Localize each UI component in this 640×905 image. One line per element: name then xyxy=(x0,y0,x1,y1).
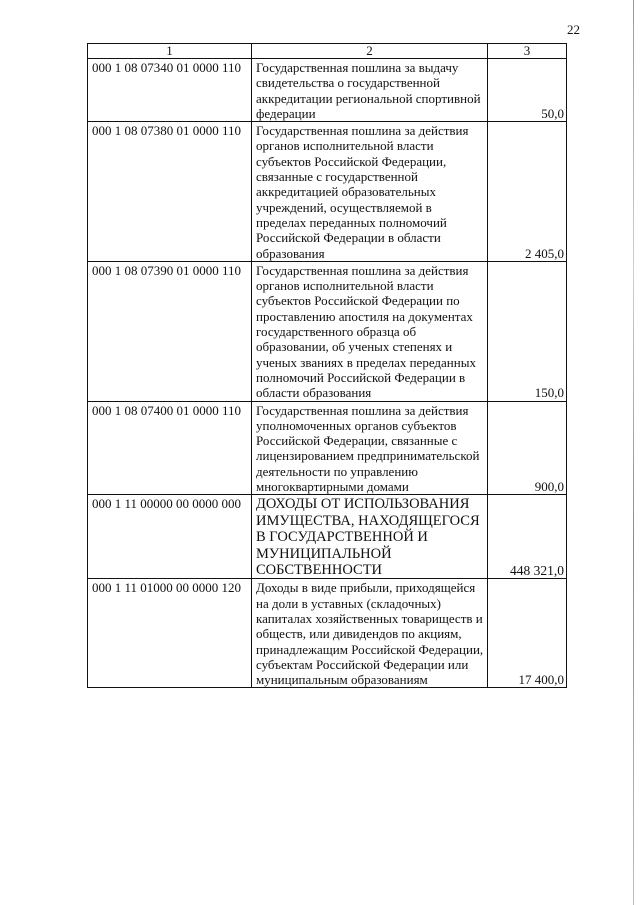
revenue-amount: 150,0 xyxy=(488,261,567,401)
column-header-3: 3 xyxy=(488,44,567,59)
revenue-description: Государственная пошлина за действия уполномоченных органов субъектов Российской Федерации, связанные с лицензированием предпринимательской деятельности по управлению многоквартирными домами xyxy=(252,401,488,495)
revenue-amount: 448 321,0 xyxy=(488,495,567,579)
revenue-section-title: ДОХОДЫ ОТ ИСПОЛЬЗОВАНИЯ ИМУЩЕСТВА, НАХОДЯЩЕГОСЯ В ГОСУДАРСТВЕННОЙ И МУНИЦИПАЛЬНОЙ СОБСТВЕННОСТИ xyxy=(252,495,488,579)
classification-code: 000 1 11 00000 00 0000 000 xyxy=(88,495,252,579)
revenue-description: Государственная пошлина за действия органов исполнительной власти субъектов Российской Федерации по проставлению апостиля на документах государственного образца об образовании, об ученых степенях и ученых званиях в пределах переданных полномочий Российской Федерации в области образования xyxy=(252,261,488,401)
revenue-amount: 900,0 xyxy=(488,401,567,495)
classification-code: 000 1 08 07390 01 0000 110 xyxy=(88,261,252,401)
revenue-table xyxy=(87,43,567,688)
classification-code: 000 1 08 07400 01 0000 110 xyxy=(88,401,252,495)
table-row xyxy=(88,579,567,688)
column-header-2: 2 xyxy=(252,44,488,59)
column-header-1: 1 xyxy=(88,44,252,59)
revenue-amount: 2 405,0 xyxy=(488,122,567,262)
table-row-section-total xyxy=(88,495,567,579)
revenue-description: Доходы в виде прибыли, приходящейся на доли в уставных (складочных) капиталах хозяйственных товариществ и обществ, или дивидендов по акциям, принадлежащим Российской Федерации, субъектам Российской Федерации или муниципальным образованиям xyxy=(252,579,488,688)
scan-edge-line xyxy=(633,0,634,905)
table-row xyxy=(88,59,567,122)
classification-code: 000 1 08 07380 01 0000 110 xyxy=(88,122,252,262)
classification-code: 000 1 11 01000 00 0000 120 xyxy=(88,579,252,688)
table-row xyxy=(88,401,567,495)
revenue-description: Государственная пошлина за выдачу свидетельства о государственной аккредитации региональной спортивной федерации xyxy=(252,59,488,122)
classification-code: 000 1 08 07340 01 0000 110 xyxy=(88,59,252,122)
table-row xyxy=(88,122,567,262)
table-row xyxy=(88,261,567,401)
page-number: 22 xyxy=(567,22,580,37)
revenue-description: Государственная пошлина за действия органов исполнительной власти субъектов Российской Федерации, связанные с государственной аккредитацией образовательных учреждений, осуществляемой в пределах переданных полномочий Российской Федерации в области образования xyxy=(252,122,488,262)
revenue-amount: 50,0 xyxy=(488,59,567,122)
revenue-amount: 17 400,0 xyxy=(488,579,567,688)
table-header-row xyxy=(88,44,567,59)
